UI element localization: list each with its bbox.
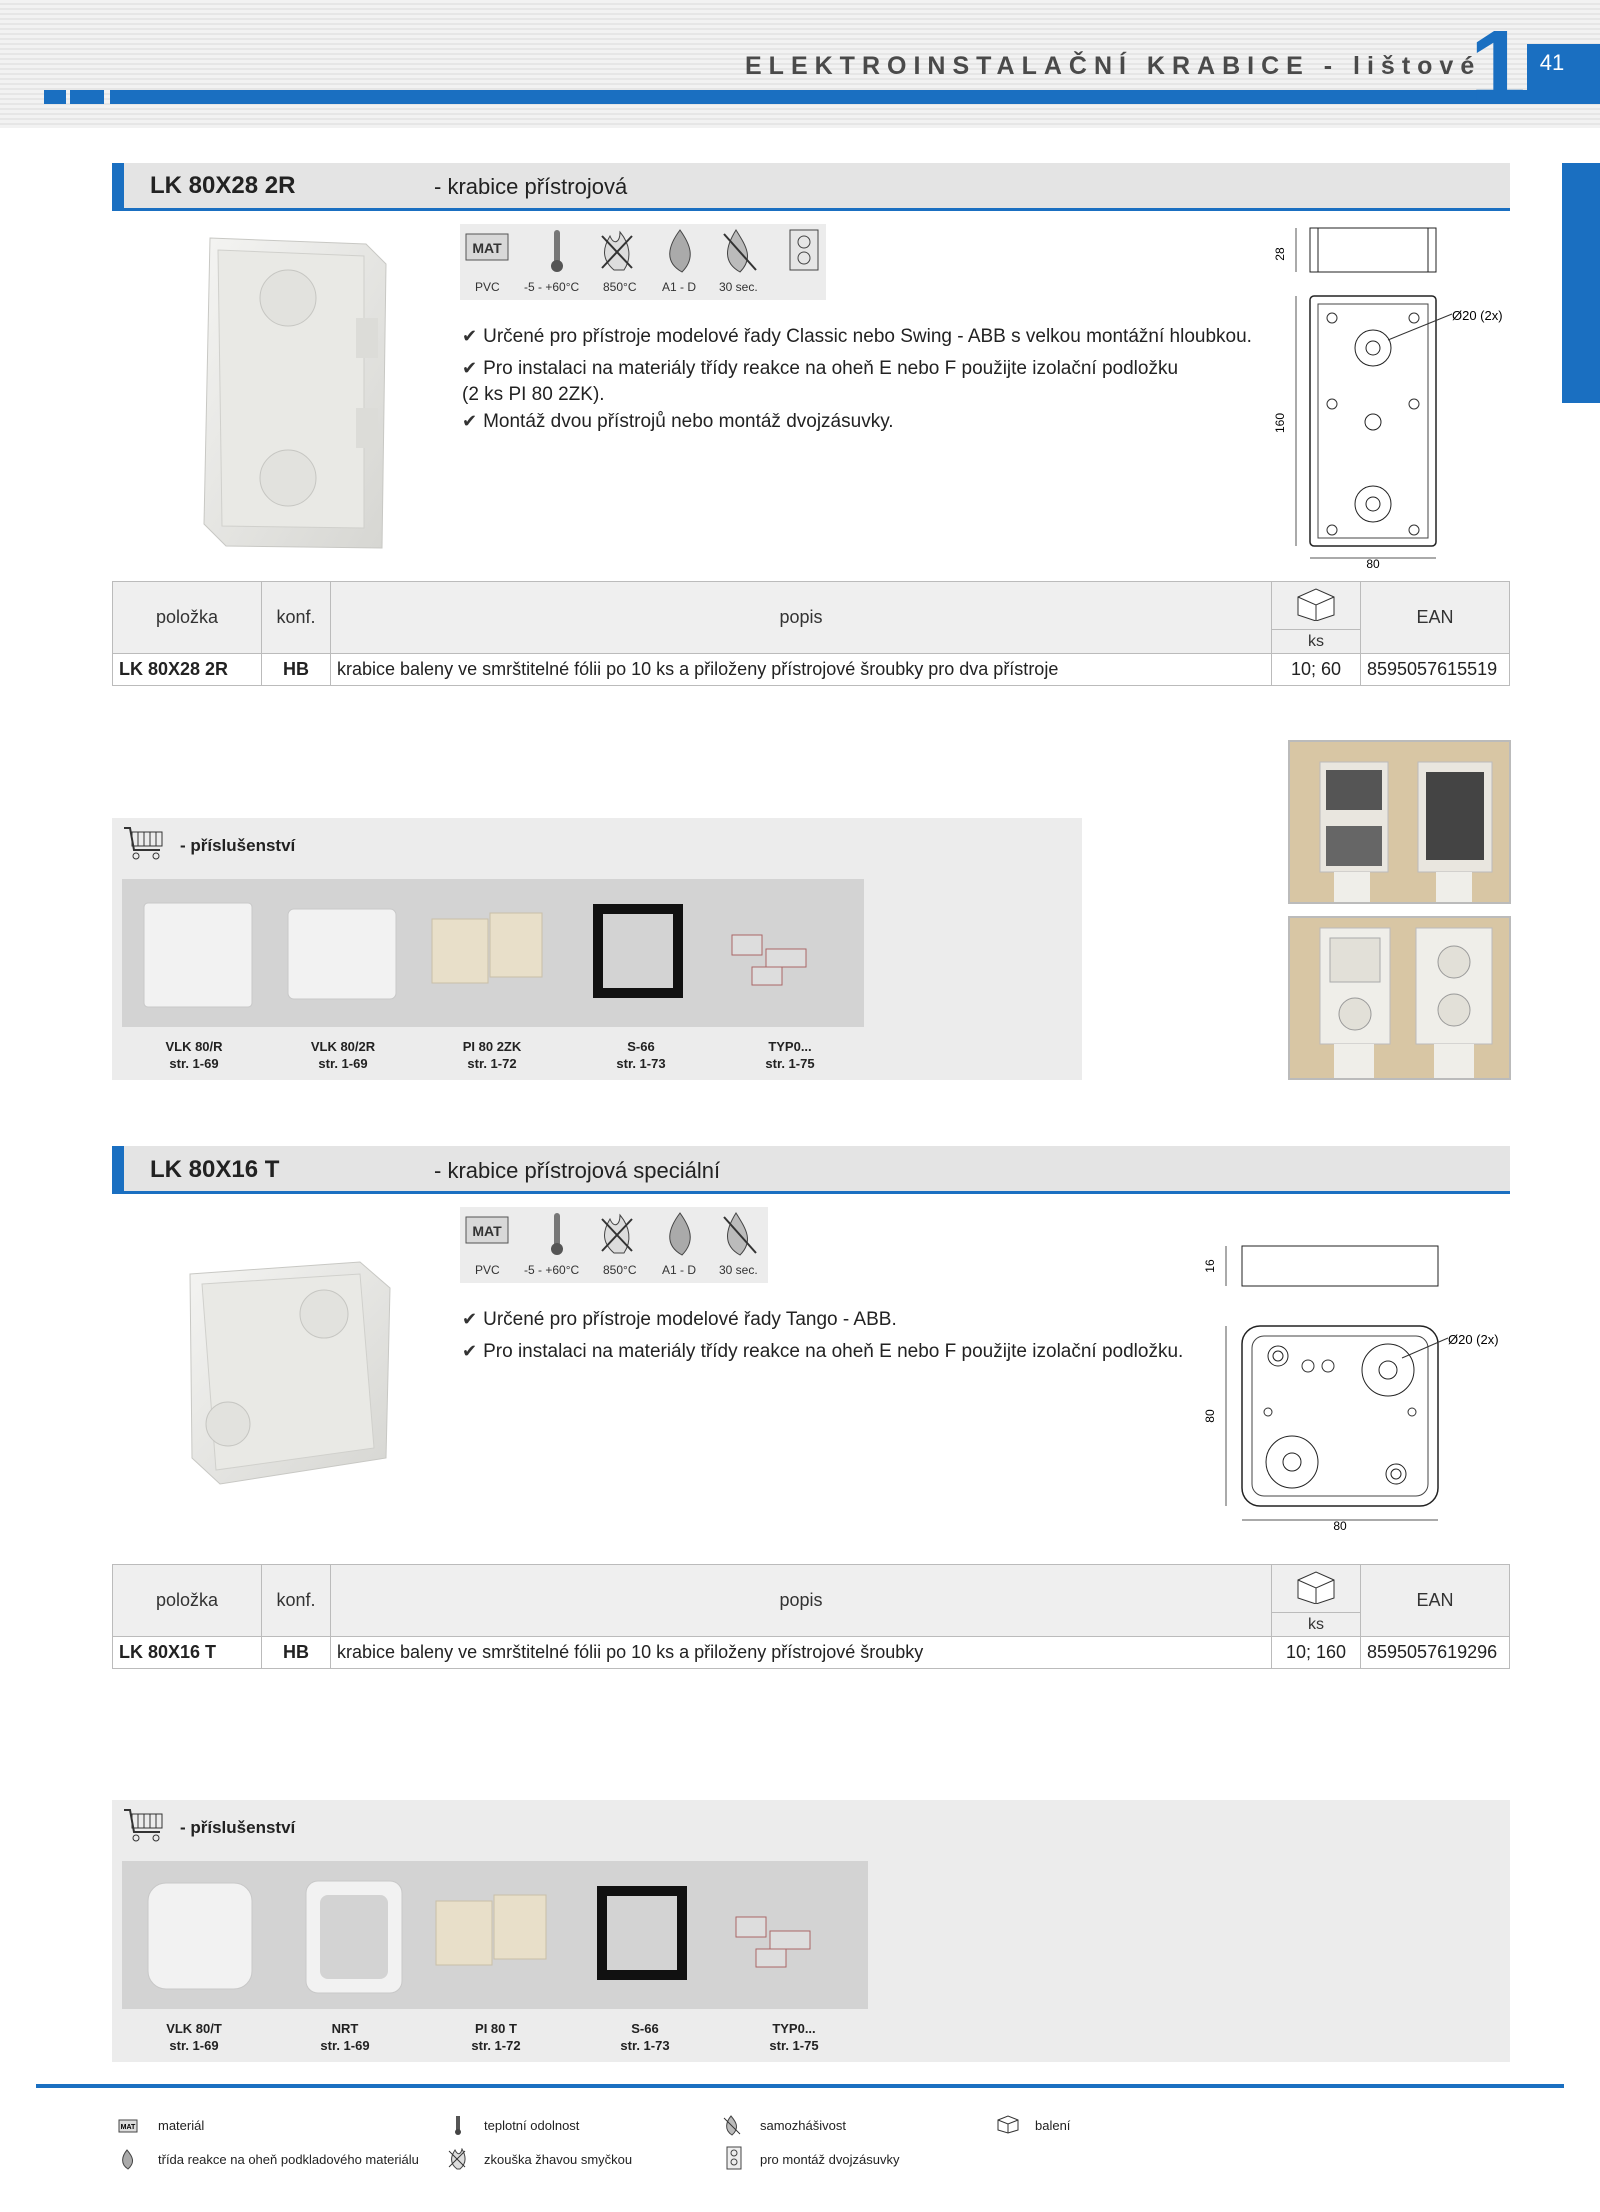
header-bar (110, 90, 1600, 104)
self-extinguish-icon (728, 230, 748, 272)
feature-item: ✔ Pro instalaci na materiály třídy reakce na oheň E nebo F použijte izolační podložku. (462, 1341, 1184, 1362)
table-row (113, 1637, 1510, 1669)
mat-icon: MAT (472, 240, 502, 256)
accessory-label: S-66 str. 1-73 (616, 1039, 666, 1071)
legend-text: teplotní odolnost (484, 2118, 580, 2133)
icon-label: PVC (475, 1263, 500, 1277)
check-icon: ✔ (462, 1309, 478, 1329)
cell-qty: 10; 60 (1272, 654, 1361, 686)
check-icon: ✔ (462, 1341, 478, 1361)
svg-text:28: 28 (1273, 247, 1287, 261)
accessory-label: VLK 80/R str. 1-69 (165, 1039, 223, 1071)
cell-qty: 10; 160 (1272, 1637, 1361, 1669)
icon-label: 30 sec. (719, 1263, 758, 1277)
accessory-label: TYP0... str. 1-75 (765, 1039, 815, 1071)
feature-list (462, 323, 1262, 435)
col-header-config: konf. (262, 582, 331, 654)
accessory-images (122, 879, 864, 1027)
legend-text: balení (1035, 2118, 1071, 2133)
cell-ean: 8595057615519 (1361, 654, 1510, 686)
page-title: ELEKTROINSTALAČNÍ KRABICE - lištové (745, 52, 1482, 80)
self-extinguish-icon (722, 2114, 742, 2136)
double-socket-icon (726, 2146, 742, 2170)
legend-text: materiál (158, 2118, 205, 2133)
thermometer-icon (551, 260, 563, 272)
feature-item: ✔ Určené pro přístroje modelové řady Classic nebo Swing - ABB s velkou montážní hloubkou. (462, 326, 1252, 347)
accessory-images (122, 1861, 868, 2009)
icon-label: PVC (475, 280, 500, 294)
cart-icon (122, 822, 168, 862)
installation-photo (1288, 916, 1511, 1080)
feature-item-continuation: (2 ks PI 80 2ZK). (462, 384, 605, 405)
icon-label: 850°C (603, 1263, 637, 1277)
chapter-number: 1 (1470, 10, 1526, 122)
svg-text:80: 80 (1366, 557, 1380, 571)
icon-label: -5 - +60°C (524, 280, 580, 294)
col-header-ean: EAN (1361, 582, 1510, 654)
cell-ean: 8595057619296 (1361, 1637, 1510, 1669)
col-header-item: položka (113, 582, 262, 654)
svg-text:Ø20 (2x): Ø20 (2x) (1452, 308, 1503, 323)
icon-label: 850°C (603, 280, 637, 294)
col-header-config: konf. (262, 1565, 331, 1637)
legend-text: zkouška žhavou smyčkou (484, 2152, 633, 2167)
spec-table (112, 1564, 1510, 1669)
col-header-description: popis (331, 1565, 1272, 1637)
accessory-label: VLK 80/2R str. 1-69 (310, 1039, 376, 1071)
mat-icon (118, 2118, 138, 2134)
check-icon: ✔ (462, 358, 478, 378)
icon-label: A1 - D (662, 280, 697, 294)
svg-text:Ø20 (2x): Ø20 (2x) (1448, 1332, 1499, 1347)
side-tab (1562, 163, 1600, 403)
self-extinguish-icon (728, 1213, 748, 1255)
col-header-item: položka (113, 1565, 262, 1637)
accessory-label: PI 80 T str. 1-72 (471, 2021, 521, 2053)
col-header-description: popis (331, 582, 1272, 654)
product-description: - krabice přístrojová speciální (434, 1158, 721, 1183)
section-bar (112, 163, 1510, 211)
technical-drawing (1262, 218, 1512, 573)
thermometer-icon (551, 1243, 563, 1255)
cell-item: LK 80X16 T (113, 1637, 262, 1669)
footer-line (36, 2084, 1564, 2088)
legend-text: třída reakce na oheň podkladového materiálu (158, 2152, 419, 2167)
mat-icon: MAT (472, 1223, 502, 1239)
legend-text: samozhášivost (760, 2118, 846, 2133)
product-image (196, 228, 396, 558)
accessory-label: TYP0... str. 1-75 (769, 2021, 819, 2053)
col-header-qty: ks (1272, 1613, 1361, 1637)
col-header-ean: EAN (1361, 1565, 1510, 1637)
check-icon: ✔ (462, 326, 478, 346)
cart-icon (122, 1804, 168, 1844)
col-header-qty: ks (1272, 630, 1361, 654)
feature-item: ✔ Určené pro přístroje modelové řady Tango - ABB. (462, 1309, 897, 1330)
icon-label: -5 - +60°C (524, 1263, 580, 1277)
accessory-label: VLK 80/T str. 1-69 (166, 2021, 222, 2053)
svg-text:160: 160 (1273, 412, 1287, 434)
svg-text:16: 16 (1203, 1259, 1217, 1273)
glow-wire-icon (446, 2148, 468, 2170)
thermometer-icon (452, 2114, 464, 2136)
accessories-title: - příslušenství (180, 836, 296, 855)
page-number: 41 (1539, 50, 1565, 75)
icon-label: 30 sec. (719, 280, 758, 294)
accessories-title: - příslušenství (180, 1818, 296, 1837)
package-icon (1272, 1565, 1361, 1613)
feature-item: ✔ Montáž dvou přístrojů nebo montáž dvojzásuvky. (462, 411, 894, 432)
package-icon (1272, 582, 1361, 630)
properties-icons (464, 228, 824, 276)
svg-text:80: 80 (1333, 1519, 1347, 1533)
flame-class-icon (670, 1213, 691, 1255)
accessory-label: NRT str. 1-69 (320, 2021, 370, 2053)
header-square (44, 90, 66, 104)
cell-description: krabice baleny ve smrštitelné fólii po 10 ks a přiloženy přístrojové šroubky pro dva přístroje (331, 654, 1272, 686)
accessory-label: PI 80 2ZK str. 1-72 (462, 1039, 522, 1071)
cell-item: LK 80X28 2R (113, 654, 262, 686)
legend-text: pro montáž dvojzásuvky (760, 2152, 900, 2167)
cell-config: HB (262, 1637, 331, 1669)
check-icon: ✔ (462, 411, 478, 431)
package-icon (996, 2114, 1020, 2134)
feature-item: ✔ Pro instalaci na materiály třídy reakce na oheň E nebo F použijte izolační podložku (462, 358, 1179, 379)
table-row (113, 654, 1510, 686)
properties-icons (464, 1211, 764, 1259)
svg-text:80: 80 (1203, 1409, 1217, 1423)
technical-drawing (1196, 1234, 1512, 1534)
flame-class-icon (118, 2148, 138, 2170)
product-image (180, 1258, 400, 1488)
cell-config: HB (262, 654, 331, 686)
product-code: LK 80X28 2R (150, 172, 296, 199)
feature-list (462, 1306, 1222, 1365)
section-bar (112, 1146, 1510, 1194)
header-square (82, 90, 104, 104)
accessory-label: S-66 str. 1-73 (620, 2021, 670, 2053)
product-description: - krabice přístrojová (434, 174, 628, 199)
installation-photo (1288, 740, 1511, 904)
icon-label: A1 - D (662, 1263, 697, 1277)
product-code: LK 80X16 T (150, 1156, 280, 1183)
svg-text:MAT: MAT (120, 2124, 136, 2131)
flame-class-icon (670, 230, 691, 272)
cell-description: krabice baleny ve smrštitelné fólii po 10 ks a přiloženy přístrojové šroubky (331, 1637, 1272, 1669)
spec-table (112, 581, 1510, 686)
